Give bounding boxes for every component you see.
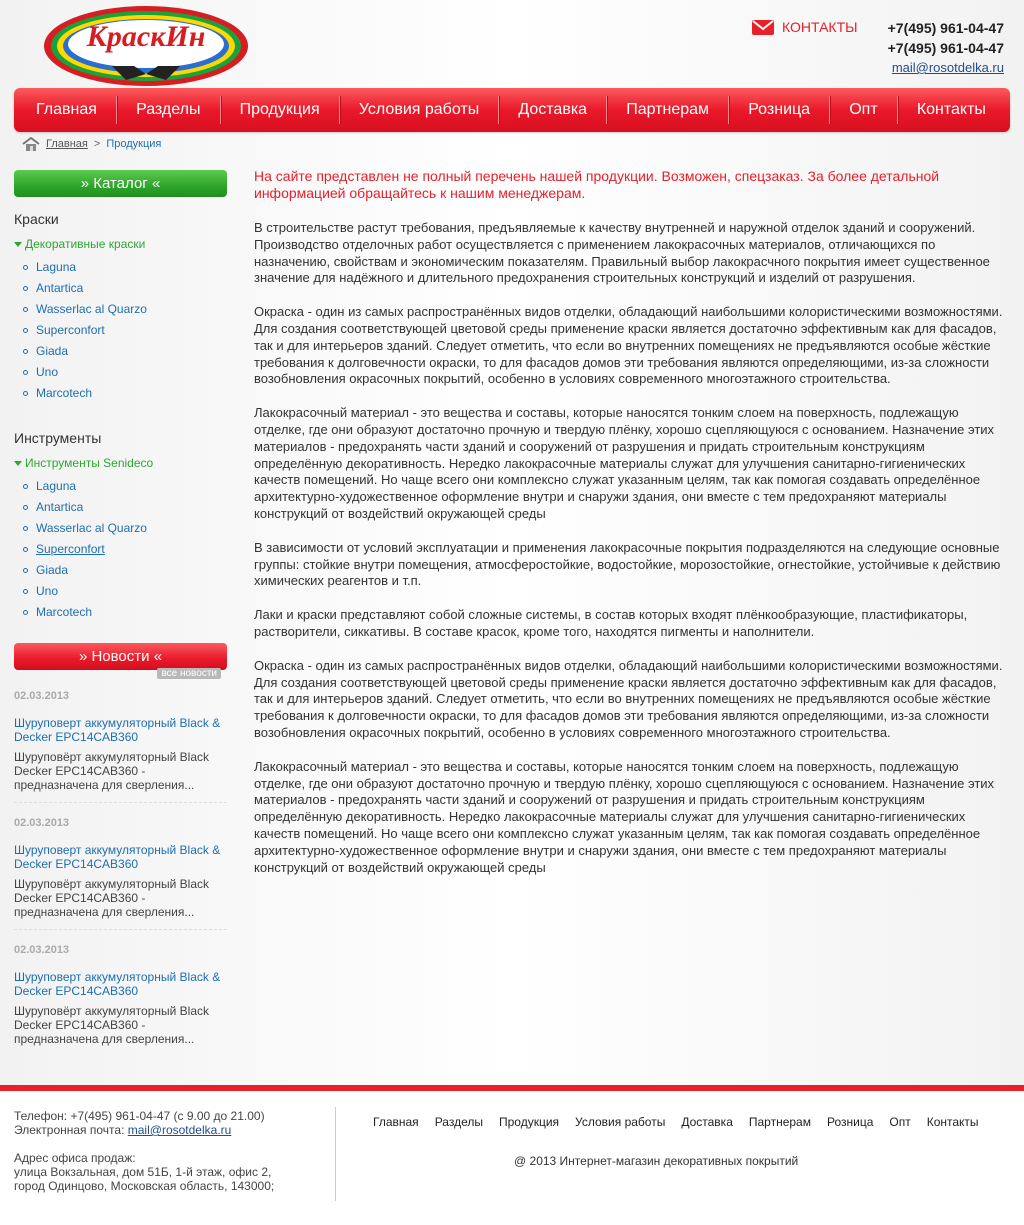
bullet-icon [23,391,28,396]
footer-address-label: Адрес офиса продаж: [14,1151,136,1165]
footer-phone: Телефон: +7(495) 961-04-47 (с 9.00 до 21.00) [14,1109,265,1123]
contacts-link[interactable] [752,19,858,35]
news-item [14,690,227,803]
list-item-label: Antartica [36,281,84,295]
news-divider [14,802,227,803]
list-item-label: Wasserlac al Quarzo [36,521,147,535]
nav-divider [897,96,898,124]
subcategory-decorative-paints[interactable] [14,237,227,251]
nav-item-terms[interactable]: Условия работы [358,101,480,118]
list-item-label: Marcotech [36,386,93,400]
list-item-label: Uno [36,584,59,598]
news-title-link[interactable]: Шуруповерт аккумуляторный Black & Decker EPC14CAB360 [14,970,221,998]
footer-nav-retail[interactable]: Розница [826,1115,874,1129]
svg-text:КраскИн: КраскИн [86,20,206,53]
category-heading-paints: Краски [14,211,59,227]
phone-1: +7(495) 961-04-47 [887,20,1004,36]
nav-item-retail[interactable]: Розница [748,101,811,118]
footer-nav [373,1115,979,1129]
list-item[interactable] [14,362,227,383]
list-item[interactable] [14,476,227,497]
list-item-label: Giada [36,344,69,358]
list-item[interactable] [14,518,227,539]
list-item-label: Superconfort [36,323,105,337]
breadcrumb [22,137,161,151]
content-paragraph: Окраска - один из самых распространённых видов отделки, обладающий наибольшими колористическими возможностями. Для создания соответствующей цветовой среды применение краски является достаточно эффективным как для фасадов, так и для интерьеров зданий. Следует отметить, что если во внутренних помещениях не предъявляются особые жёсткие требования к долговечности окраски, то для фасадов домов эти требования являются определяющими, из-за сложности возобновления окрасочных покрытий, особенно в условиях современного многоэтажного строительства. [254,657,1003,740]
footer-nav-products[interactable]: Продукция [498,1115,560,1129]
footer-nav-partners[interactable]: Партнерам [748,1115,811,1129]
bullet-icon [23,568,28,573]
footer-nav-contacts[interactable]: Контакты [926,1115,979,1129]
footer-nav-delivery[interactable]: Доставка [681,1115,733,1129]
footer-divider [335,1107,336,1201]
list-item[interactable] [14,539,227,560]
list-item-label: Marcotech [36,605,93,619]
catalog-label: Каталог [93,175,148,192]
list-item[interactable] [14,581,227,602]
news-title-link[interactable]: Шуруповерт аккумуляторный Black & Decker EPC14CAB360 [14,716,221,744]
nav-item-contacts[interactable]: Контакты [916,101,986,118]
list-item-label: Giada [36,563,69,577]
list-item[interactable] [14,278,227,299]
bullet-icon [23,349,28,354]
bullet-icon [23,370,28,375]
footer-email-label: Электронная почта: [14,1123,125,1137]
all-news-link[interactable]: все новости [157,668,221,679]
news-description: Шуруповёрт аккумуляторный Black Decker EPC14CAB360 - предназначена для сверления... [14,877,209,919]
news-block [14,643,227,1046]
footer-address-line: улица Вокзальная, дом 51Б, 1-й этаж, офис 2, [14,1165,272,1179]
content-paragraph: Лакокрасочный материал - это вещества и составы, которые наносятся тонким слоем на поверхность, подлежащую отделке, где они образуют достаточно прочную и твердую плёнку, хорошо сцепляющуюся с основанием. Назначение этих материалов - предохранять части зданий и сооружений от разрушения и придать строительным конструкциям определённую декоративность. Нередко лакокрасочные материалы служат для улучшения санитарно-гигиенических качеств помещений. Но чаще всего они комплексно служат указанным целям, так как помогая создавать определённое архитектурно-художественное оформление внутри и снаружи здания, они вместе с тем предохраняют материалы конструкций от воздействий окружающей среды [254,758,995,875]
main-content [254,168,1010,893]
footer-address-line: город Одинцово, Московская область, 143000; [14,1179,275,1193]
news-date: 02.03.2013 [14,817,70,829]
category-list [14,476,227,623]
home-icon[interactable] [22,137,40,151]
breadcrumb-home-link[interactable]: Главная [46,138,88,150]
news-item [14,944,227,1046]
news-description: Шуруповёрт аккумуляторный Black Decker EPC14CAB360 - предназначена для сверления... [14,750,209,792]
content-paragraph: В строительстве растут требования, предъявляемые к качеству внутренней и наружной отделок зданий и сооружений. Производство отделочных работ осуществляется с применением лакокрасочных материалов, отличающихся по назначению, свойствам и экономическим показателям. Правильный выбор лакокрасчного покрытия имеет существенное значение для надёжного и длительного предохранения строительных конструкций и изделий от разрушения. [254,220,990,286]
triangle-down-icon [14,242,22,247]
nav-item-partners[interactable]: Партнерам [626,101,710,118]
news-divider [14,929,227,930]
bullet-icon [23,526,28,531]
breadcrumb-current: Продукция [106,138,162,150]
bullet-icon [23,265,28,270]
list-item-label: Wasserlac al Quarzo [36,302,147,316]
subcategory-label: Декоративные краски [25,237,146,251]
list-item-label: Antartica [36,500,84,514]
news-title-link[interactable]: Шуруповерт аккумуляторный Black & Decker EPC14CAB360 [14,843,221,871]
nav-item-products[interactable]: Продукция [239,101,320,118]
list-item[interactable] [14,497,227,518]
list-item[interactable] [14,320,227,341]
bullet-icon [23,589,28,594]
nav-item-delivery[interactable]: Доставка [518,101,588,118]
phone-2: +7(495) 961-04-47 [887,40,1004,56]
bullet-icon [23,307,28,312]
triangle-down-icon [14,461,22,466]
footer-contact-info [14,1109,324,1193]
main-nav [14,88,1010,132]
footer-nav-terms[interactable]: Условия работы [575,1115,666,1129]
nav-divider [606,96,607,124]
nav-divider [498,96,499,124]
contacts-label: КОНТАКТЫ [782,19,858,35]
nav-divider [829,96,830,124]
double-chevron-right-icon: » [78,648,88,665]
nav-item-home[interactable]: Главная [36,101,97,118]
footer-email-link[interactable]: mail@rosotdelka.ru [127,1123,232,1137]
list-item[interactable] [14,299,227,320]
bullet-icon [23,610,28,615]
content-paragraph: Лаки и краски представляют собой сложные системы, в состав которых входят плёнкообразующие, пластификаторы, растворители, сиккативы. В составе красок, кроме того, находятся пигменты и наполнители. [254,607,968,639]
list-item-label: Laguna [36,479,77,493]
notice-text: На сайте представлен не полный перечень нашей продукции. Возможен, спецзаказ. За более детальной информацией обращайтесь к нашим менеджерам. [254,168,940,201]
double-chevron-left-icon: « [151,175,161,192]
news-date: 02.03.2013 [14,690,70,702]
category-list [14,257,227,404]
news-button[interactable] [14,643,227,670]
list-item[interactable] [14,383,227,404]
footer-copyright: @ 2013 Интернет-магазин декоративных покрытий [514,1154,799,1168]
footer-nav-sections[interactable]: Разделы [434,1115,483,1129]
news-item [14,817,227,930]
double-chevron-left-icon: « [153,648,163,665]
breadcrumb-separator: > [93,138,101,150]
footer [0,1085,1024,1225]
footer-nav-home[interactable]: Главная [373,1115,419,1129]
list-item[interactable] [14,257,227,278]
news-description: Шуруповёрт аккумуляторный Black Decker EPC14CAB360 - предназначена для сверления... [14,1004,209,1046]
content-paragraph: Окраска - один из самых распространённых видов отделки, обладающий наибольшими колористическими возможностями. Для создания соответствующей цветовой среды применение краски является достаточно эффективным как для фасадов, так и для интерьеров зданий. Следует отметить, что если во внутренних помещениях не предъявляются особые жёсткие требования к долговечности окраски, то для фасадов домов эти требования являются определяющими, из-за сложности возобновления окрасочных покрытий, особенно в условиях современного многоэтажного строительства. [254,304,1003,387]
bullet-icon [23,484,28,489]
content-paragraph: В зависимости от условий эксплуатации и применения лакокрасочные покрытия подразделяются на следующие основные группы: стойкие внутри помещения, атмосферостойкие, водостойкие, морозостойкие, огнестойкие, устойчивые к действию химических реагентов и т.п. [254,539,1001,589]
catalog-button[interactable] [14,170,227,197]
spacer [14,1137,324,1151]
bullet-icon [23,286,28,291]
nav-divider [116,96,117,124]
news-label: Новости [91,648,150,665]
nav-divider [728,96,729,124]
bullet-icon [23,505,28,510]
nav-item-wholesale[interactable]: Опт [849,101,878,118]
bullet-icon [23,547,28,552]
nav-divider [339,96,340,124]
mail-icon [752,20,774,35]
logo-icon[interactable] [42,4,250,88]
category-heading-tools: Инструменты [14,430,102,446]
content-paragraph: Лакокрасочный материал - это вещества и составы, которые наносятся тонким слоем на поверхность, подлежащую отделке, где они образуют достаточно прочную и твердую плёнку, хорошо сцепляющуюся с основанием. Назначение этих материалов - предохранять части зданий и сооружений от разрушения и придать строительным конструкциям определённую декоративность. Нередко лакокрасочные материалы служат для улучшения санитарно-гигиенических качеств помещений. Но чаще всего они комплексно служат указанным целям, так как помогая создавать определённое архитектурно-художественное оформление внутри и снаружи здания, они вместе с тем предохраняют материалы конструкций от воздействий окружающей среды [254,405,995,521]
list-item-label: Laguna [36,260,77,274]
subcategory-senideco-tools[interactable] [14,456,227,470]
sidebar [14,170,227,1046]
header-phones [888,18,1004,78]
list-item[interactable] [14,560,227,581]
footer-nav-wholesale[interactable]: Опт [889,1115,911,1129]
subcategory-label: Инструменты Senideco [25,456,154,470]
double-chevron-right-icon: » [80,175,90,192]
list-item-label: Uno [36,365,59,379]
nav-item-sections[interactable]: Разделы [136,101,201,118]
news-date: 02.03.2013 [14,944,70,956]
nav-divider [220,96,221,124]
bullet-icon [23,328,28,333]
list-item[interactable] [14,602,227,623]
list-item[interactable] [14,341,227,362]
list-item-label: Superconfort [36,542,105,556]
header-email-link[interactable]: mail@rosotdelka.ru [891,60,1004,75]
footer-email-row [14,1123,324,1137]
